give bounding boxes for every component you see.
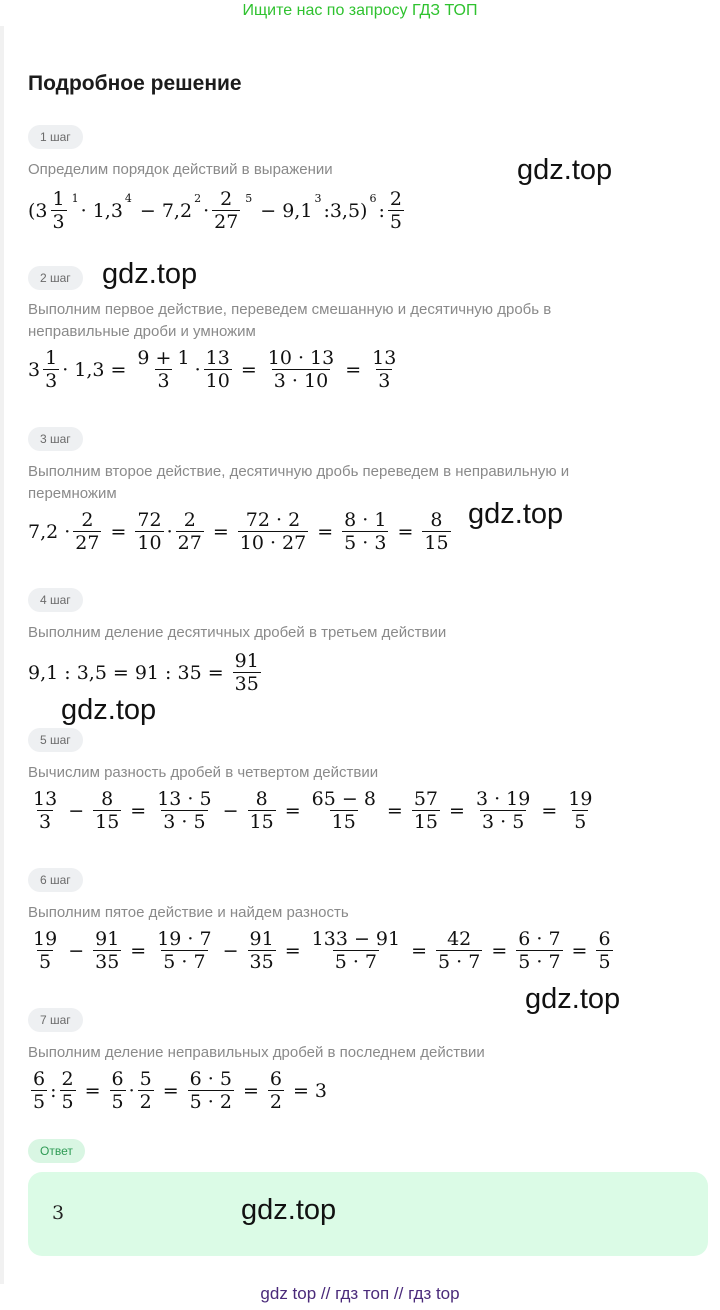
step-5-description: Вычислим разность дробей в четвертом действии xyxy=(28,764,379,781)
footer-links[interactable]: gdz top // гдз топ // гдз top xyxy=(260,1284,460,1303)
step-5-expression: $\frac{13}{3}$ − $\frac{8}{15}$ = $\frac{13 \cdot 5}{3 \cdot 5}$ − $\frac{8}{15}$ = $\frac{65 - 8}{15}$ = $\frac{57}{15}$ = $\frac{3 \cdot 19}{3 \cdot 5}$ = $\frac{19}{5}$ xyxy=(33,788,593,833)
step-5-badge: 5 шаг xyxy=(28,728,83,752)
watermark-2: gdz.top xyxy=(102,258,198,290)
step-3-description: Выполним второе действие, десятичную дробь переведем в неправильную и перемножим xyxy=(28,463,570,502)
step-6-description: Выполним пятое действие и найдем разность xyxy=(28,904,349,921)
step-7-badge: 7 шаг xyxy=(28,1008,83,1032)
step-3-expression: 7,2 · $\frac{2}{27}$ = $\frac{72}{10}$ · $\frac{2}{27}$ = $\frac{72 \cdot 2}{10 \cdot 27}$ = $\frac{8 \cdot 1}{5 \cdot 3}$ = $\frac{8}{15}$ xyxy=(28,509,449,554)
step-6-expression: $\frac{19}{5}$ − $\frac{91}{35}$ = $\frac{19 \cdot 7}{5 \cdot 7}$ − $\frac{91}{35}$ = $\frac{133 - 91}{5 \cdot 7}$ = $\frac{42}{5 \cdot 7}$ = $\frac{6 \cdot 7}{5 \cdot 7}$ = $\frac{6}{5}$ xyxy=(33,928,611,973)
step-4-description: Выполним деление десятичных дробей в третьем действии xyxy=(28,624,447,641)
answer-box xyxy=(28,1172,708,1256)
left-divider xyxy=(0,26,4,1284)
step-1-badge: 1 шаг xyxy=(28,125,83,149)
watermark-5: gdz.top xyxy=(525,983,621,1015)
step-4-badge: 4 шаг xyxy=(28,588,83,612)
step-2-expression: 3 $\frac{1}{3}$ · 1,3 = $\frac{9 + 1}{3}$ · $\frac{13}{10}$ = $\frac{10 \cdot 13}{3 \cdot 10}$ = $\frac{13}{3}$ xyxy=(28,347,397,392)
step-7-expression: $\frac{6}{5}$ : $\frac{2}{5}$ = $\frac{6}{5}$ · $\frac{5}{2}$ = $\frac{6 \cdot 5}{5 \cdot 2}$ = $\frac{6}{2}$ = 3 xyxy=(33,1068,327,1113)
step-4-expression: 9,1 : 3,5 = 91 : 35 = $\frac{91}{35}$ xyxy=(28,650,259,695)
watermark-6: gdz.top xyxy=(241,1194,337,1226)
page-title: Подробное решение xyxy=(28,72,242,95)
step-3-badge: 3 шаг xyxy=(28,427,83,451)
answer-value: 3 xyxy=(52,1202,65,1224)
watermark-3: gdz.top xyxy=(468,498,564,530)
watermark-1: gdz.top xyxy=(517,154,613,186)
step-2-description: Выполним первое действие, переведем смешанную и десятичную дробь в неправильные дроби и умножим xyxy=(28,301,552,340)
step-1-expression: (3 $\frac{1}{3}$ 1 · 1,3 4 − 7,2 2 · $\frac{2}{27}$ 5 − 9,1 3 : 3,5) 6 : $\frac{2}{5}$ xyxy=(28,188,402,233)
watermark-4: gdz.top xyxy=(61,694,157,726)
step-7-description: Выполним деление неправильных дробей в последнем действии xyxy=(28,1044,485,1061)
step-6-badge: 6 шаг xyxy=(28,868,83,892)
answer-badge: Ответ xyxy=(28,1139,85,1163)
search-banner[interactable]: Ищите нас по запросу ГДЗ ТОП xyxy=(242,2,478,19)
step-2-badge: 2 шаг xyxy=(28,266,83,290)
step-1-description: Определим порядок действий в выражении xyxy=(28,161,333,178)
